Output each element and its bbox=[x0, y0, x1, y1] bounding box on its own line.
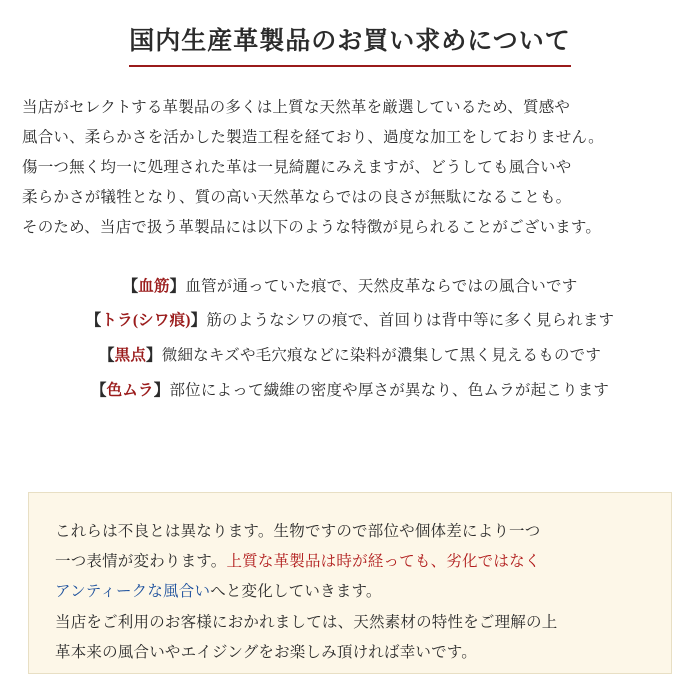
intro-line: 柔らかさが犠牲となり、質の高い天然革ならではの良さが無駄になることも。 bbox=[22, 189, 572, 207]
list-item bbox=[0, 339, 700, 374]
bracket-open: 【 bbox=[85, 312, 102, 330]
note-line bbox=[55, 547, 645, 577]
feature-tag: 血筋 bbox=[138, 277, 170, 295]
list-item bbox=[0, 304, 700, 339]
bracket-close: 】 bbox=[146, 347, 162, 365]
note-line bbox=[55, 638, 645, 668]
list-item bbox=[0, 374, 700, 409]
bracket-close: 】 bbox=[190, 312, 207, 330]
note-line bbox=[55, 608, 645, 638]
feature-tag: 色ムラ bbox=[106, 382, 154, 400]
feature-tag: 黒点 bbox=[114, 347, 147, 365]
note-line bbox=[55, 577, 645, 607]
bracket-open: 【 bbox=[98, 347, 115, 365]
feature-text: 部位によって繊維の密度や厚さが異なり、色ムラが起こります bbox=[169, 382, 610, 400]
intro-line: 当店がセレクトする革製品の多くは上質な天然革を厳選しているため、質感や bbox=[22, 98, 571, 116]
feature-list bbox=[0, 270, 700, 410]
bracket-close: 】 bbox=[153, 382, 170, 400]
note-text: 革本来の風合いやエイジングをお楽しみ頂ければ幸いです。 bbox=[55, 643, 477, 661]
note-emphasis-blue: アンティークな風合い bbox=[55, 583, 211, 601]
feature-text: 筋のようなシワの痕で、首回りは背中等に多く見られます bbox=[206, 312, 615, 330]
page-title-container bbox=[0, 0, 700, 67]
intro-line: 傷一つ無く均一に処理された革は一見綺麗にみえますが、どうしても風合いや bbox=[22, 158, 572, 176]
bracket-open: 【 bbox=[90, 382, 107, 400]
note-box bbox=[28, 492, 672, 674]
note-line bbox=[55, 517, 645, 547]
intro-line: そのため、当店で扱う革製品には以下のような特徴が見られることがございます。 bbox=[22, 219, 602, 237]
intro-line: 風合い、柔らかさを活かした製造工程を経ており、過度な加工をしておりません。 bbox=[22, 128, 604, 146]
note-text: 当店をご利用のお客様におかれましては、天然素材の特性をご理解の上 bbox=[55, 613, 558, 631]
list-item bbox=[0, 270, 700, 305]
note-emphasis-red: 上質な革製品は時が経っても、劣化ではなく bbox=[226, 553, 541, 571]
intro-paragraph bbox=[22, 93, 678, 244]
bracket-close: 】 bbox=[169, 277, 186, 295]
note-text: へと変化していきます。 bbox=[210, 583, 382, 601]
page-title: 国内生産革製品のお買い求めについて bbox=[129, 26, 571, 67]
feature-text: 血管が通っていた痕で、天然皮革ならではの風合いです bbox=[185, 277, 578, 295]
bracket-open: 【 bbox=[122, 277, 139, 295]
feature-text: 微細なキズや毛穴痕などに染料が濃集して黒く見えるものです bbox=[161, 347, 602, 365]
note-text: これらは不良とは異なります。生物ですので部位や個体差により一つ bbox=[55, 523, 541, 540]
note-text: 一つ表情が変わります。 bbox=[55, 553, 227, 571]
feature-tag: トラ(シワ痕) bbox=[101, 312, 191, 330]
